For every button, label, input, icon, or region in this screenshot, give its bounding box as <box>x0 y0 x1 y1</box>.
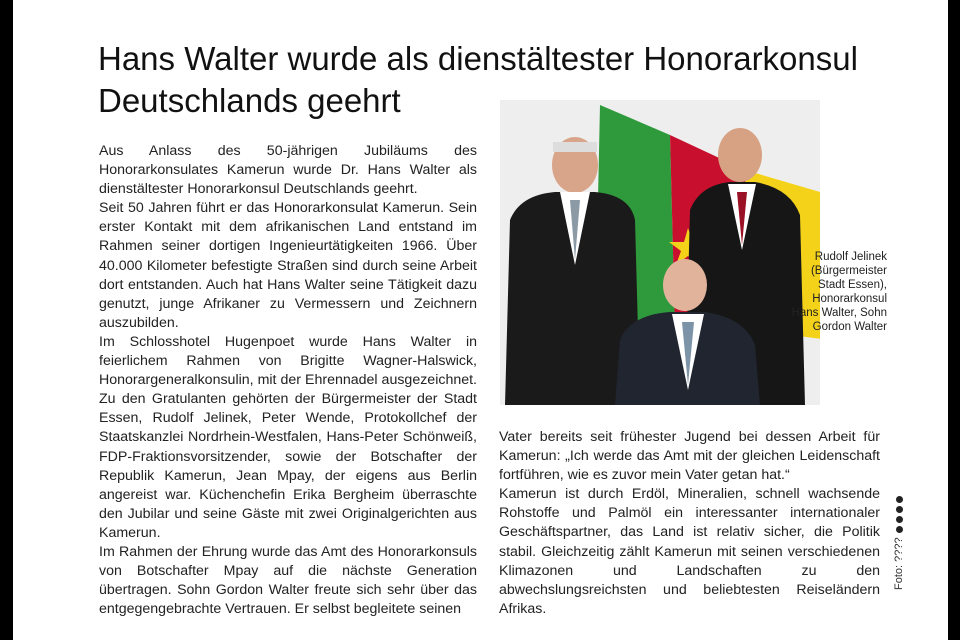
article-left-column <box>99 142 477 619</box>
newspaper-page <box>13 0 948 640</box>
paragraph: Im Rahmen der Ehrung wurde das Amt des Honorarkonsuls von Botschafter Mpay auf die nächste Generation übertragen. Sohn Gordon Walter freute sich sehr über das entgegengebrachte Vertrauen. Er selbst begleitete seinen <box>99 543 477 618</box>
photo-caption: Rudolf Jelinek (Bürgermeister Stadt Essen), Honorarkonsul Hans Walter, Sohn Gordon Walter <box>791 251 887 333</box>
photo-credit-text: Foto: ???? <box>893 537 905 590</box>
paragraph: Vater bereits seit frühester Jugend bei dessen Arbeit für Kamerun: „Ich werde das Amt mit der gleichen Leidenschaft fortführen, wie es zuvor mein Vater getan hat.“ <box>499 429 880 484</box>
headline: Hans Walter wurde als dienstältester Honorarkonsul Deutschlands geehrt <box>98 40 858 119</box>
paragraph: Im Schlosshotel Hugenpoet wurde Hans Walter in feierlichem Rahmen von Brigitte Wagner-Halswick, Honorargeneralkonsulin, mit der Ehrennadel ausgezeichnet. Zu den Gratulanten gehörten der Bürgermeister der Stadt Essen, Rudolf Jelinek, Peter Wende, Protokollchef der Staatskanzlei Nordrhein-Westfalen, Hans-Peter Schönweiß, FDP-Fraktionsvorsitzender, sowie der Botschafter der Republik Kamerun, Jean Mpay, der eigens aus Berlin angereist war. Küchenchefin Erika Bergheim überraschte den Jubilar und seine Gäste mit zwei Originalgerichten aus Kamerun. <box>99 333 477 541</box>
article-right-column <box>499 428 880 619</box>
paragraph: Seit 50 Jahren führt er das Honorarkonsulat Kamerun. Sein erster Kontakt mit dem afrikanischen Land entstand im Rahmen seiner dortigen Ingenieurtätigkeiten 1966. Über 40.000 Kilometer befestigte Straßen sind durch seine Arbeit dort entstanden. Auch hat Hans Walter seine Tätigkeit dazu genutzt, junge Afrikaner zu Vermessern und Zeichnern auszubilden. <box>99 200 477 331</box>
photo-credit <box>893 496 905 590</box>
paragraph: Aus Anlass des 50-jährigen Jubiläums des Honorarkonsulates Kamerun wurde Dr. Hans Walter als dienstältester Honorarkonsul Deutschlands geehrt. <box>99 143 477 198</box>
dots-icon <box>896 496 903 533</box>
paragraph: Kamerun ist durch Erdöl, Mineralien, schnell wachsende Rohstoffe und Palmöl ein interessanter internationaler Geschäftspartner, das Land ist relativ sicher, die Politik stabil. Gleichzeitig zählt Kamerun mit seinen verschiedenen Klimazonen und Landschaften zu den abwechslungsreichsten und beliebtesten Reiseländern Afrikas. <box>499 486 880 617</box>
article-photo <box>500 100 820 405</box>
photo-illustration <box>500 100 820 405</box>
